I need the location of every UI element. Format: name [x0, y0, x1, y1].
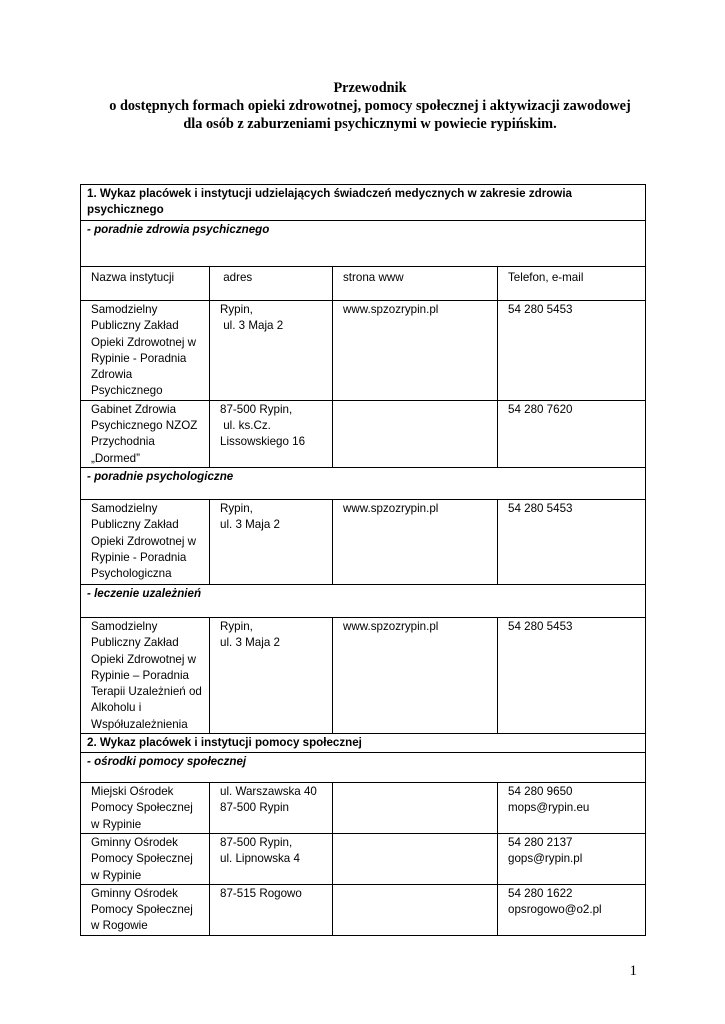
phone: 54 280 9650 [508, 785, 573, 799]
website-cell [333, 833, 498, 884]
title-line-2: o dostępnych formach opieki zdrowotnej, pomocy społecznej i aktywizacji zawodowej [109, 98, 631, 114]
table-row [81, 301, 646, 401]
column-header-www: strona www [333, 267, 498, 301]
institutions-table [80, 184, 646, 936]
table-row [81, 499, 646, 584]
subsection-psychological-clinics: - poradnie psychologiczne [81, 467, 646, 499]
institution-name: Gabinet Zdrowia Psychicznego NZOZ Przychodnia „Dormed” [81, 400, 210, 467]
address-line: ul. ks.Cz. [220, 419, 271, 433]
address-line: 87-500 Rypin [220, 801, 289, 815]
address-line: Rypin, [220, 501, 253, 515]
table-row [81, 783, 646, 834]
institution-name: Miejski Ośrodek Pomocy Społecznej w Rypinie [81, 783, 210, 834]
institution-address [210, 301, 333, 401]
institution-address [210, 783, 333, 834]
column-header-row [81, 267, 646, 301]
subsection-row [81, 467, 646, 499]
table-row [81, 884, 646, 935]
address-line: Rypin, [220, 619, 253, 633]
title-line-1: Przewodnik [333, 80, 407, 96]
phone: 54 280 5453 [498, 499, 646, 584]
institution-name: Gminny Ośrodek Pomocy Społecznej w Rogowie [81, 884, 210, 935]
address-line: Lissowskiego 16 [220, 435, 306, 449]
website-cell [333, 783, 498, 834]
phone: 54 280 5453 [498, 617, 646, 733]
table-row [81, 400, 646, 467]
address-line: ul. 3 Maja 2 [220, 319, 284, 333]
address-line: 87-515 Rogowo [220, 886, 302, 900]
website-link[interactable]: www.spzozrypin.pl [333, 499, 498, 584]
section-2-heading: 2. Wykaz placówek i instytucji pomocy społecznej [81, 734, 646, 753]
address-line: ul. 3 Maja 2 [220, 518, 280, 532]
institution-address [210, 833, 333, 884]
address-line: Rypin, [220, 303, 253, 316]
phone: 54 280 1622 [508, 886, 573, 900]
institution-address [210, 617, 333, 733]
website-cell [333, 400, 498, 467]
document-title [60, 79, 680, 133]
contact-cell [498, 783, 646, 834]
email-link[interactable]: gops@rypin.pl [508, 852, 583, 866]
subsection-row [81, 584, 646, 617]
column-header-name: Nazwa instytucji [81, 267, 210, 301]
subsection-addiction-treatment: - leczenie uzależnień [81, 584, 646, 617]
phone: 54 280 7620 [498, 400, 646, 467]
subsection-row [81, 221, 646, 267]
institution-address [210, 400, 333, 467]
institution-name: Samodzielny Publiczny Zakład Opieki Zdrowotnej w Rypinie - Poradnia Psychologiczna [81, 499, 210, 584]
phone: 54 280 2137 [508, 835, 573, 849]
column-header-contact: Telefon, e-mail [498, 267, 646, 301]
table-row [81, 833, 646, 884]
website-link[interactable]: www.spzozrypin.pl [333, 301, 498, 401]
address-line: ul. Warszawska 40 [220, 785, 317, 799]
email-link[interactable]: opsrogowo@o2.pl [508, 903, 602, 917]
address-line: 87-500 Rypin, [220, 835, 293, 849]
contact-cell [498, 884, 646, 935]
page-number: 1 [629, 963, 637, 979]
contact-cell [498, 833, 646, 884]
institution-address [210, 499, 333, 584]
column-header-address: adres [210, 267, 333, 301]
institution-address [210, 884, 333, 935]
website-cell [333, 884, 498, 935]
address-line: 87-500 Rypin, [220, 402, 293, 416]
subsection-mental-health-clinics: - poradnie zdrowia psychicznego [81, 221, 646, 267]
table-row [81, 617, 646, 733]
website-link[interactable]: www.spzozrypin.pl [333, 617, 498, 733]
institution-name: Samodzielny Publiczny Zakład Opieki Zdrowotnej w Rypinie – Poradnia Terapii Uzależnień od Alkoholu i Współuzależnienia [81, 617, 210, 733]
institution-name: Gminny Ośrodek Pomocy Społecznej w Rypinie [81, 833, 210, 884]
title-line-3: dla osób z zaburzeniami psychicznymi w powiecie rypińskim. [183, 116, 557, 132]
address-line: ul. Lipnowska 4 [220, 852, 300, 866]
subsection-row [81, 753, 646, 783]
institution-name: Samodzielny Publiczny Zakład Opieki Zdrowotnej w Rypinie - Poradnia Zdrowia Psychicznego [81, 301, 210, 401]
section-1-heading: 1. Wykaz placówek i instytucji udzielających świadczeń medycznych w zakresie zdrowia psychicznego [81, 185, 646, 221]
phone: 54 280 5453 [498, 301, 646, 401]
subsection-social-welfare-centers: - ośrodki pomocy społecznej [81, 753, 646, 783]
section-2-heading-row [81, 734, 646, 753]
address-line: ul. 3 Maja 2 [220, 636, 280, 650]
section-1-heading-row [81, 185, 646, 221]
email-link[interactable]: mops@rypin.eu [508, 801, 590, 815]
